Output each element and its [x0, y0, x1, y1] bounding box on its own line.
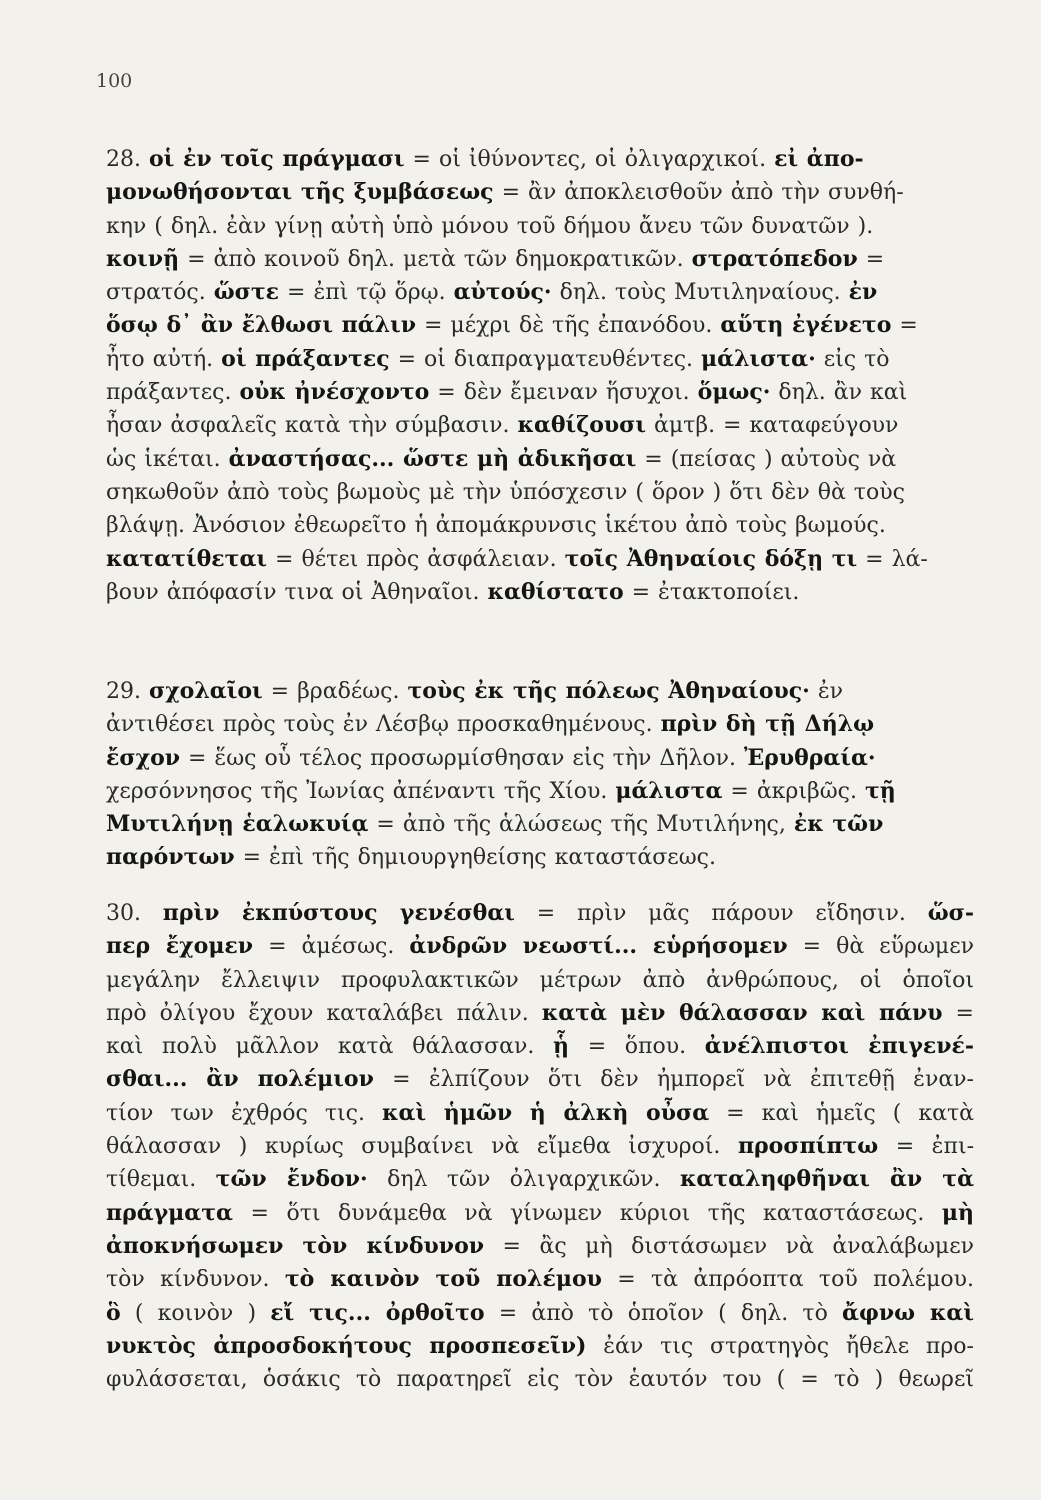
lemma-term: ἀναστήσας... ὥστε μὴ ἀδικῆσαι: [228, 445, 637, 472]
text-line: [106, 476, 974, 509]
lemma-term: καθίζουσι: [517, 412, 647, 439]
gloss-text: = λά-: [857, 546, 928, 572]
lemma-term: εἰ ἀπο-: [774, 146, 864, 172]
lemma-term: Ἐρυθραία·: [744, 744, 876, 771]
gloss-text: 29.: [106, 679, 149, 704]
paragraph-28: [106, 143, 974, 609]
lemma-term: περ ἔχομεν: [106, 933, 254, 960]
text-line: [106, 897, 974, 930]
gloss-text: = ὅτι δυνάμεθα νὰ γίνωμεν κύριοι τῆς καταστάσεως.: [232, 1200, 942, 1226]
gloss-text: = ἐπὶ τῆς δημιουργηθείσης καταστάσεως.: [234, 845, 716, 871]
gloss-text: δηλ. τοὺς Μυτιληναίους.: [551, 280, 849, 306]
text-line: [106, 1230, 974, 1263]
gloss-text: πράξαντες.: [106, 380, 240, 406]
gloss-text: = ἂς μὴ διστάσωμεν νὰ ἀναλάβωμεν: [484, 1233, 974, 1259]
gloss-text: = ἀπὸ τῆς ἁλώσεως τῆς Μυτιλήνης,: [368, 812, 794, 838]
gloss-text: = δὲν ἔμειναν ἥσυχοι.: [429, 380, 698, 406]
text-line: [106, 1330, 974, 1363]
text-line: [106, 376, 974, 409]
text-line: [106, 930, 974, 963]
lemma-term: κατὰ μὲν θάλασσαν καὶ πάνυ: [541, 999, 943, 1026]
gloss-text: = ἀμέσως.: [253, 934, 410, 960]
gloss-text: = καὶ ἡμεῖς ( κατὰ: [709, 1100, 974, 1126]
lemma-term: τοὺς ἐκ τῆς πόλεως Ἀθηναίους·: [407, 678, 810, 704]
gloss-text: = ἕως οὗ τέλος προσωρμίσθησαν εἰς τὴν Δῆλον.: [180, 745, 744, 771]
text-line: [106, 1163, 974, 1196]
gloss-text: ἀμτβ. = καταφεύγουν: [646, 413, 899, 439]
text-line: [106, 997, 974, 1030]
lemma-term: νυκτὸς ἀπροσδοκήτους προσπεσεῖν): [106, 1332, 587, 1359]
lemma-term: τῇ: [864, 777, 896, 804]
text-line: [106, 543, 974, 576]
gloss-text: καὶ πολὺ μᾶλλον κατὰ θάλασσαν.: [106, 1034, 554, 1060]
lemma-term: μάλιστα: [615, 777, 723, 804]
paragraph-30: [106, 897, 974, 1396]
lemma-term: ἀνδρῶν νεωστί... εὑρήσομεν: [409, 933, 788, 960]
gloss-text: ἐάν τις στρατηγὸς ἤθελε προ-: [586, 1333, 974, 1359]
lemma-term: αὐτούς·: [453, 279, 552, 306]
lemma-term: ἔσχον: [106, 744, 181, 771]
gloss-text: χερσόννησος τῆς Ἰωνίας ἀπέναντι τῆς Χίου.: [106, 778, 616, 804]
gloss-text: = ὅπου.: [569, 1034, 705, 1060]
gloss-text: σηκωθοῦν ἀπὸ τοὺς βωμοὺς μὲ τὴν ὑπόσχεσιν ( ὅρον ) ὅτι δὲν θὰ τοὺς: [106, 479, 905, 505]
gloss-text: =: [857, 246, 885, 272]
lemma-term: ἀνέλπιστοι ἐπιγενέ-: [704, 1033, 974, 1060]
gloss-text: = ἀπὸ τὸ ὁποῖον ( δηλ. τὸ: [484, 1300, 843, 1326]
text-line: [106, 343, 974, 376]
text-line: [106, 708, 974, 741]
gloss-text: μεγάλην ἔλλειψιν προφυλακτικῶν μέτρων ἀπὸ ἀνθρώπους, οἱ ὁποῖοι: [106, 967, 974, 993]
text-line: [106, 1130, 974, 1163]
gloss-text: τὸν κίνδυνον.: [106, 1267, 285, 1293]
text-line: [106, 243, 974, 276]
gloss-text: = ἐπι-: [878, 1134, 974, 1160]
text-line: [106, 143, 974, 176]
lemma-term: καθίστατο: [487, 578, 624, 605]
gloss-text: φυλάσσεται, ὁσάκις τὸ παρατηρεῖ εἰς τὸν ἑαυτόν του ( = τὸ ) θεωρεῖ: [106, 1367, 974, 1393]
lemma-term: κοινῇ: [106, 245, 180, 272]
gloss-text: = (πείσας ) αὐτοὺς νὰ: [636, 446, 897, 472]
lemma-term: οἱ πράξαντες: [221, 345, 390, 372]
gloss-text: ἐν: [809, 679, 844, 704]
gloss-text: = πρὶν μᾶς πάρουν εἴδησιν.: [514, 901, 928, 926]
lemma-term: τοῖς Ἀθηναίοις δόξῃ τι: [564, 545, 858, 572]
lemma-term: καὶ ἡμῶν ἡ ἀλκὴ οὖσα: [382, 1099, 710, 1126]
gloss-text: ὡς ἱκέται.: [106, 446, 229, 472]
lemma-term: σχολαῖοι: [148, 678, 263, 704]
page-number: 100: [96, 70, 133, 92]
lemma-term: στρατόπεδον: [691, 245, 858, 272]
lemma-term: πρὶν δὴ τῇ Δήλῳ: [660, 711, 875, 738]
gloss-text: = ἐπὶ τῷ ὅρῳ.: [279, 280, 454, 306]
lemma-term: ἐκ τῶν: [793, 811, 884, 838]
gloss-text: πρὸ ὀλίγου ἔχουν καταλάβει πάλιν.: [106, 1000, 542, 1026]
gloss-text: = ἐτακτοποίει.: [623, 579, 800, 605]
lemma-term: οὐκ ἠνέσχοντο: [239, 379, 430, 406]
text-line: [106, 1297, 974, 1330]
text-line: [106, 775, 974, 808]
text-line: [106, 309, 974, 342]
text-line: [106, 1263, 974, 1296]
gloss-text: = οἱ διαπραγματευθέντες.: [389, 346, 702, 372]
gloss-text: = θὰ εὕρωμεν: [787, 934, 974, 960]
text-line: [106, 409, 974, 442]
text-line: [106, 509, 974, 542]
gloss-text: 28.: [106, 147, 149, 172]
lemma-term: ὅμως·: [697, 379, 771, 406]
paragraph-29: [106, 675, 974, 875]
lemma-term: ἐν: [848, 279, 878, 306]
gloss-text: τίθεμαι.: [106, 1167, 216, 1193]
text-line: [106, 964, 974, 997]
text-line: [106, 1363, 974, 1396]
lemma-term: σθαι... ἂν πολέμιον: [106, 1066, 374, 1093]
lemma-term: προσπίπτω: [737, 1133, 879, 1160]
text-line: [106, 841, 974, 874]
gloss-text: =: [942, 1000, 974, 1026]
gloss-text: βλάψῃ. Ἀνόσιον ἐθεωρεῖτο ἡ ἀπομάκρυνσις ἱκέτου ἀπὸ τοὺς βωμούς.: [106, 513, 886, 539]
lemma-term: ὃ: [106, 1299, 121, 1326]
text-line: [106, 1097, 974, 1130]
gloss-text: βουν ἀπόφασίν τινα οἱ Ἀθηναῖοι.: [106, 579, 488, 605]
text-line: [106, 1063, 974, 1096]
gloss-text: = μέχρι δὲ τῆς ἐπανόδου.: [416, 313, 721, 339]
gloss-text: = ἀπὸ κοινοῦ δηλ. μετὰ τῶν δημοκρατικῶν.: [179, 246, 692, 272]
text-line: [106, 210, 974, 243]
gloss-text: τίον των ἐχθρός τις.: [106, 1100, 383, 1126]
gloss-text: = ἀκριβῶς.: [722, 778, 865, 804]
text-line: [106, 276, 974, 309]
text-line: [106, 443, 974, 476]
lemma-term: ὅσῳ δ᾽ ἂν ἔλθωσι πάλιν: [106, 312, 417, 339]
text-line: [106, 1030, 974, 1063]
gloss-text: εἰς τὸ: [815, 346, 890, 372]
lemma-term: ὥστε: [213, 279, 280, 306]
gloss-text: 30.: [106, 901, 163, 926]
lemma-term: καταληφθῆναι ἂν τὰ: [679, 1166, 974, 1193]
lemma-term: παρόντων: [106, 844, 235, 871]
lemma-term: Μυτιλήνῃ ἑαλωκυίᾳ: [106, 811, 369, 838]
gloss-text: κην ( δηλ. ἐὰν γίνῃ αὐτὴ ὑπὸ μόνου τοῦ δήμου ἄνευ τῶν δυνατῶν ).: [106, 213, 874, 239]
text-line: [106, 1197, 974, 1230]
text-line: [106, 675, 974, 708]
gloss-text: = οἱ ἰθύνοντες, οἱ ὀλιγαρχικοί.: [404, 147, 775, 172]
gloss-text: = ἐλπίζουν ὅτι δὲν ἠμπορεῖ νὰ ἐπιτεθῇ ἐναν-: [373, 1067, 974, 1093]
lemma-term: κατατίθεται: [106, 545, 268, 572]
gloss-text: = θέτει πρὸς ἀσφάλειαν.: [267, 546, 565, 572]
lemma-term: τὸ καινὸν τοῦ πολέμου: [284, 1266, 602, 1293]
gloss-text: = βραδέως.: [262, 679, 408, 704]
gloss-text: = ἂν ἀποκλεισθοῦν ἀπὸ τὴν συνθή-: [493, 180, 904, 206]
text-line: [106, 742, 974, 775]
gloss-text: ἀντιθέσει πρὸς τοὺς ἐν Λέσβῳ προσκαθημένους.: [106, 712, 661, 738]
gloss-text: θάλασσαν ) κυρίως συμβαίνει νὰ εἴμεθα ἰσχυροί.: [106, 1134, 738, 1160]
gloss-text: =: [891, 313, 918, 339]
text-line: [106, 808, 974, 841]
gloss-text: = τὰ ἀπρόοπτα τοῦ πολέμου.: [601, 1267, 974, 1293]
text-line: [106, 576, 974, 609]
text-line: [106, 176, 974, 209]
gloss-text: δηλ. ἂν καὶ: [770, 380, 908, 406]
gloss-text: ( κοινὸν ): [120, 1300, 271, 1326]
lemma-term: ἄφνω καὶ: [842, 1299, 974, 1326]
lemma-term: μάλιστα·: [701, 345, 816, 372]
lemma-term: αὕτη ἐγένετο: [720, 312, 892, 339]
gloss-text: δηλ τῶν ὀλιγαρχικῶν.: [367, 1167, 680, 1193]
lemma-term: πράγματα: [106, 1199, 233, 1226]
lemma-term: ᾗ: [553, 1033, 570, 1060]
gloss-text: ἦσαν ἀσφαλεῖς κατὰ τὴν σύμβασιν.: [106, 413, 518, 439]
lemma-term: μὴ: [941, 1199, 974, 1226]
lemma-term: οἱ ἐν τοῖς πράγμασι: [148, 146, 405, 172]
gloss-text: ἦτο αὐτή.: [106, 346, 222, 372]
lemma-term: ὥσ-: [927, 900, 974, 926]
lemma-term: πρὶν ἐκπύστους γενέσθαι: [162, 900, 515, 926]
gloss-text: στρατός.: [106, 280, 214, 306]
lemma-term: τῶν ἔνδον·: [215, 1166, 368, 1193]
lemma-term: ἀποκνήσωμεν τὸν κίνδυνον: [106, 1232, 485, 1259]
lemma-term: εἴ τις... ὀρθοῖτο: [270, 1299, 485, 1326]
lemma-term: μονωθήσονται τῆς ξυμβάσεως: [106, 179, 494, 206]
